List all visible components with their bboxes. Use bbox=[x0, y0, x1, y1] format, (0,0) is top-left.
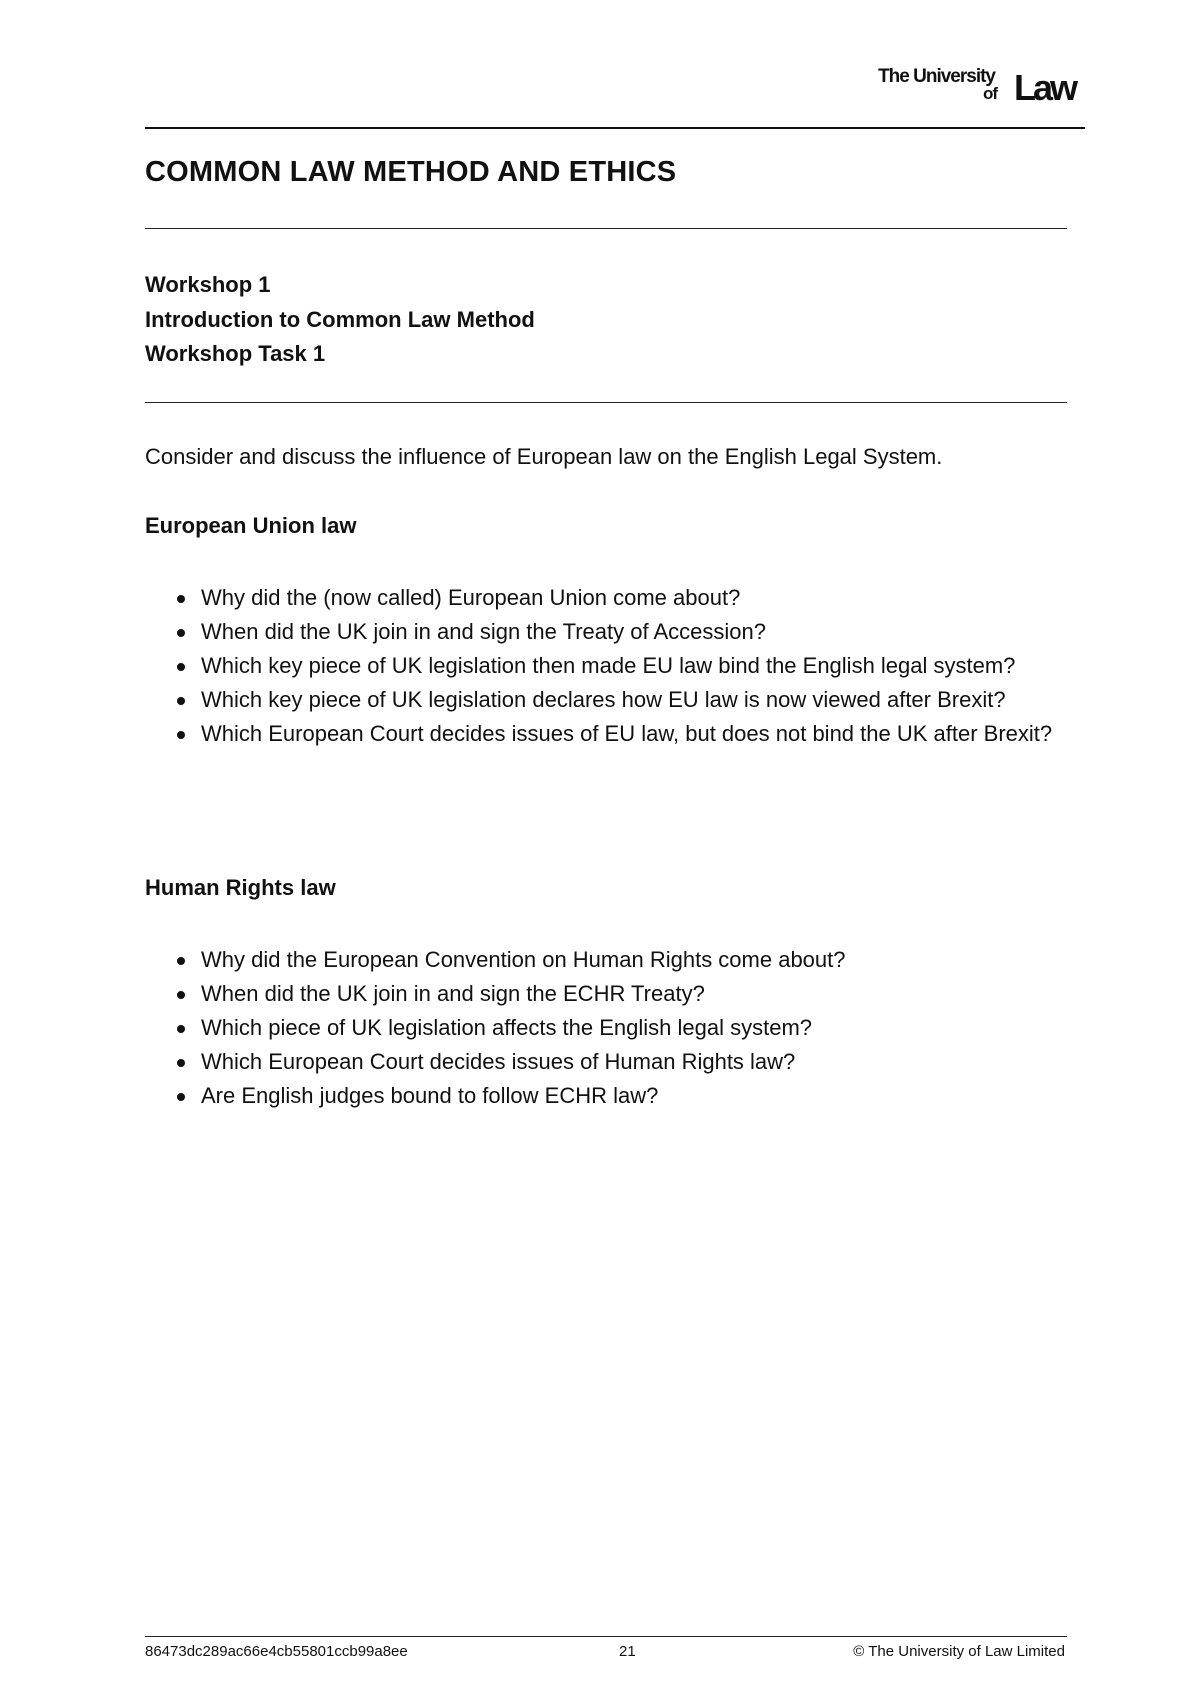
footer-document-id: 86473dc289ac66e4cb55801ccb99a8ee bbox=[145, 1643, 408, 1660]
logo-text-law: Law bbox=[1013, 67, 1075, 108]
list-item bbox=[145, 1014, 1075, 1042]
list-item bbox=[145, 1048, 1075, 1076]
footer-divider bbox=[145, 1636, 1067, 1637]
bullet-icon bbox=[177, 697, 185, 705]
list-item bbox=[145, 686, 1075, 714]
question-text: Why did the European Convention on Human Rights come about? bbox=[201, 947, 846, 972]
question-text: Which European Court decides issues of EU law, but does not bind the UK after Brexit? bbox=[201, 721, 1053, 746]
page-footer bbox=[145, 1643, 1065, 1663]
bullet-icon bbox=[177, 663, 185, 671]
header-divider bbox=[145, 127, 1085, 129]
section-heading-eu-law: European Union law bbox=[145, 513, 357, 538]
list-item bbox=[145, 720, 1075, 748]
bullet-icon bbox=[177, 1025, 185, 1033]
bullet-icon bbox=[177, 629, 185, 637]
bullet-icon bbox=[177, 957, 185, 965]
workshop-number: Workshop 1 bbox=[145, 272, 271, 297]
list-item bbox=[145, 652, 1075, 680]
bullet-icon bbox=[177, 595, 185, 603]
list-item bbox=[145, 584, 1075, 612]
task-intro: Consider and discuss the influence of European law on the English Legal System. bbox=[145, 444, 943, 469]
footer-page-number: 21 bbox=[619, 1643, 636, 1660]
question-text: When did the UK join in and sign the ECHR Treaty? bbox=[201, 981, 705, 1006]
question-text: Which piece of UK legislation affects the English legal system? bbox=[201, 1015, 813, 1040]
section-heading-human-rights-law: Human Rights law bbox=[145, 875, 336, 900]
bullet-icon bbox=[177, 1059, 185, 1067]
university-logo bbox=[855, 66, 1075, 108]
bullet-icon bbox=[177, 991, 185, 999]
list-item bbox=[145, 980, 1075, 1008]
title-divider bbox=[145, 228, 1067, 229]
footer-copyright: © The University of Law Limited bbox=[853, 1643, 1065, 1660]
document-title: COMMON LAW METHOD AND ETHICS bbox=[145, 156, 677, 188]
workshop-task: Workshop Task 1 bbox=[145, 341, 326, 366]
question-text: Which key piece of UK legislation then made EU law bind the English legal system? bbox=[201, 653, 1016, 678]
logo-text-university: The University bbox=[878, 66, 995, 87]
list-item bbox=[145, 946, 1075, 974]
workshop-divider bbox=[145, 402, 1067, 403]
question-text: When did the UK join in and sign the Treaty of Accession? bbox=[201, 619, 766, 644]
question-text: Which European Court decides issues of Human Rights law? bbox=[201, 1049, 796, 1074]
list-item bbox=[145, 1082, 1075, 1110]
workshop-subtitle: Introduction to Common Law Method bbox=[145, 306, 535, 332]
logo-text-of: of bbox=[982, 84, 997, 103]
question-text: Why did the (now called) European Union come about? bbox=[201, 585, 741, 610]
list-item bbox=[145, 618, 1075, 646]
eu-law-question-list bbox=[145, 584, 1075, 754]
bullet-icon bbox=[177, 1093, 185, 1101]
question-text: Which key piece of UK legislation declares how EU law is now viewed after Brexit? bbox=[201, 687, 1006, 712]
human-rights-question-list bbox=[145, 946, 1075, 1116]
workshop-info bbox=[145, 268, 535, 372]
question-text: Are English judges bound to follow ECHR law? bbox=[201, 1083, 659, 1108]
bullet-icon bbox=[177, 731, 185, 739]
